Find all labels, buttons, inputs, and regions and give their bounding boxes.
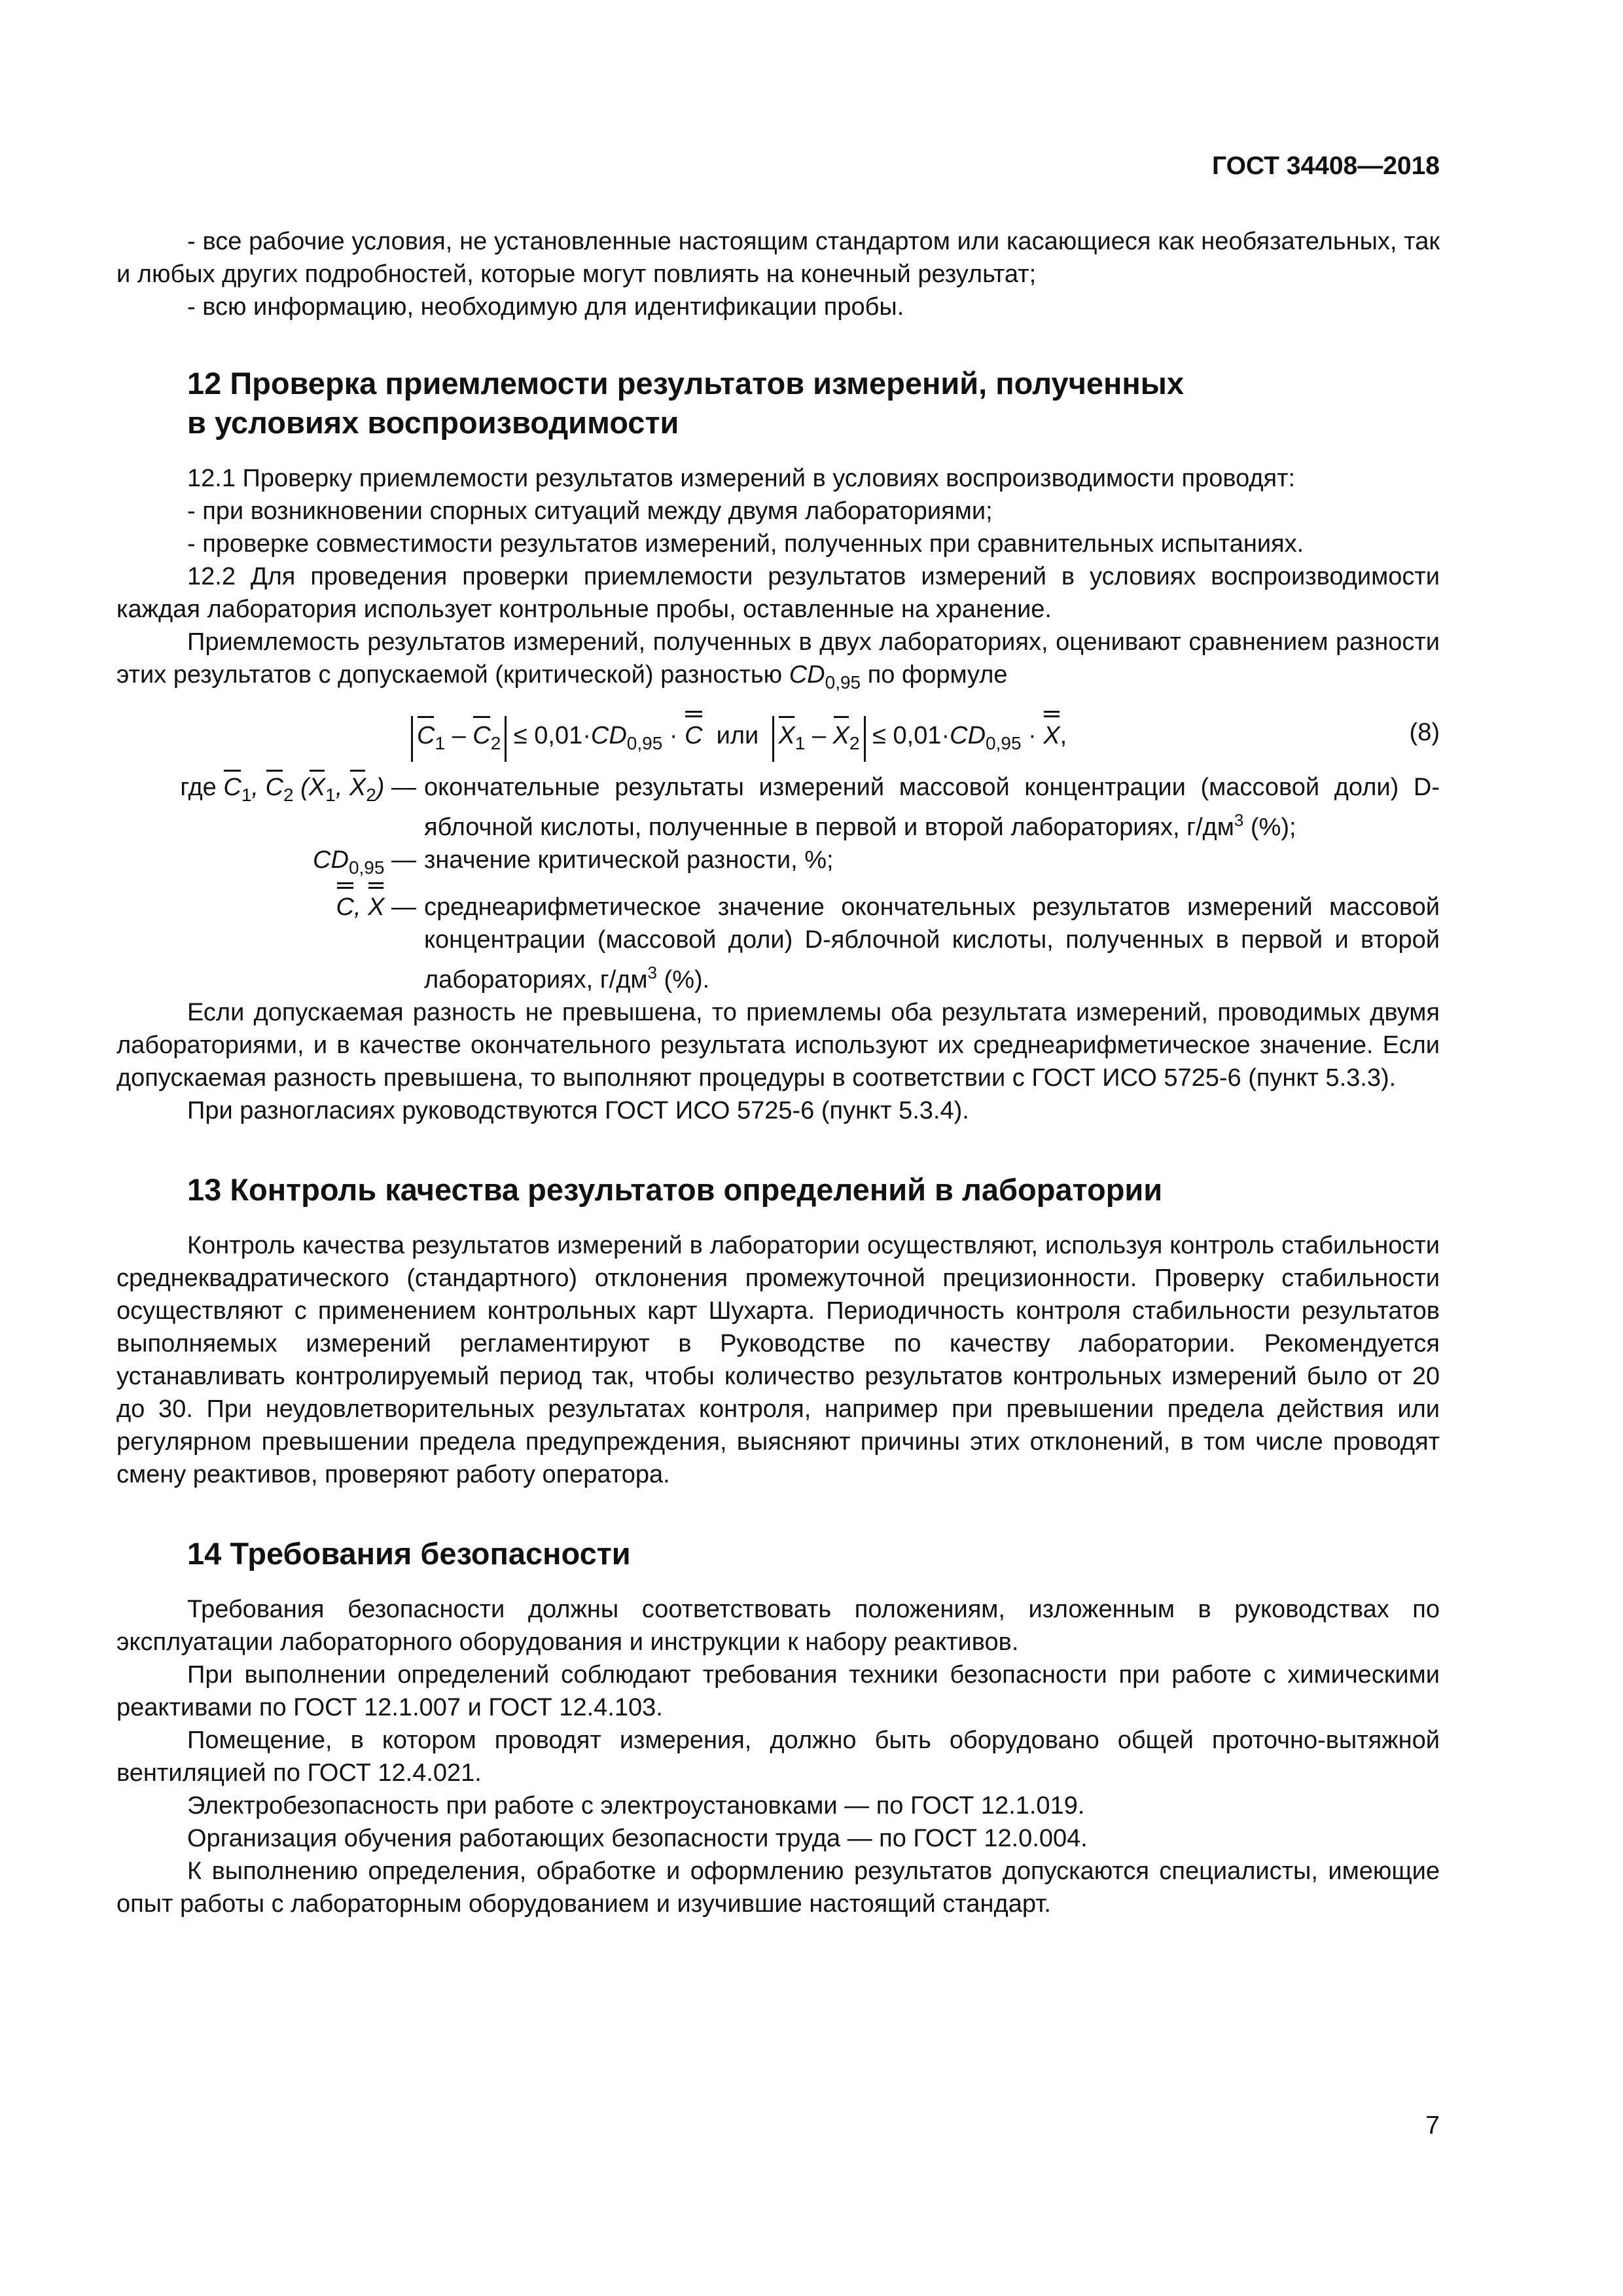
section-14-p1: Требования безопасности должны соответствовать положениям, изложенным в руководствах по эксплуатации лабораторного оборудования и инструкции к набору реактивов. (116, 1596, 1440, 1656)
section-12-title (116, 364, 1440, 442)
section-13-title: 13 Контроль качества результатов определений в лаборатории (187, 1172, 1163, 1207)
section-12-p6: Если допускаемая разность не превышена, то приемлемы оба результата измерений, проводимых двумя лабораториями, и в качестве окончательного результата используют их среднеарифметическое значение. Если допускаемая разность превышена, то выполняют процедуры в соответствии с ГОСТ ИСО 5725-6 (пункт 5.3.3). (116, 999, 1440, 1092)
section-12-p5-tail: по формуле (867, 661, 1008, 689)
legend-desc-3: среднеарифметическое значение окончательных результатов измерений массовой концентрации (массовой доли) D-яблочной кислоты, полученных в первой и второй лабораториях, $г/дм^3$ (%). (424, 893, 1440, 994)
formula-8 (116, 707, 1440, 763)
section-12-p7: При разногласиях руководствуются ГОСТ ИСО 5725-6 (пункт 5.3.4). (187, 1097, 969, 1124)
formula-legend (116, 771, 1440, 996)
page-content (116, 225, 1440, 1920)
intro-item-2: - всю информацию, необходимую для идентификации пробы. (187, 293, 904, 321)
legend-term-3: C, X — (116, 884, 424, 996)
intro-item-1: - все рабочие условия, не установленные настоящим стандартом или касающиеся как необязательных, так и любых других подробностей, которые могут повлиять на конечный результат; (116, 228, 1440, 288)
legend-term-2: $CD_{0,95}$ — (313, 846, 416, 878)
section-13-p1: Контроль качества результатов измерений в лаборатории осуществляют, используя контроль стабильности среднеквадратического (стандартного) отклонения промежуточной прецизионности. Проверку стабильности осуществляют с применением контрольных карт Шухарта. Периодичность контроля стабильности результатов выполняемых измерений регламентируют в Руководстве по качеству лаборатории. Рекомендуется устанавливать контролируемый период так, чтобы количество результатов контрольных измерений было от 20 до 30. При неудовлетворительных результатах контроля, например при превышении предела действия или регулярном превышении предела предупреждения, выясняют причины этих отклонений, в том числе проводят смену реактивов, проверяют работу оператора. (116, 1232, 1440, 1488)
section-12-p5-text: Приемлемость результатов измерений, полученных в двух лабораториях, оценивают сравнением разности этих результатов с допускаемой (критической) разностью (116, 628, 1440, 689)
section-14-title: 14 Требования безопасности (187, 1536, 631, 1571)
section-14-p2: При выполнении определений соблюдают требования техники безопасности при работе с химическими реактивами по ГОСТ 12.1.007 и ГОСТ 12.4.103. (116, 1661, 1440, 1721)
section-12-p4: 12.2 Для проведения проверки приемлемости результатов измерений в условиях воспроизводимости каждая лаборатория использует контрольные пробы, оставленные на хранение. (116, 563, 1440, 623)
legend-desc-1: окончательные результаты измерений массовой концентрации (массовой доли) D-яблочной кислоты, полученные в первой и второй лабораториях, $г/дм^3$ (%); (424, 774, 1440, 841)
section-14-p3: Помещение, в котором проводят измерения, должно быть оборудовано общей проточно-вытяжной вентиляцией по ГОСТ 12.4.021. (116, 1727, 1440, 1787)
document-page (116, 0, 1440, 2296)
page-number: 7 (1425, 2111, 1440, 2140)
section-14-p4: Электробезопасность при работе с электроустановками — по ГОСТ 12.1.019. (187, 1792, 1085, 1820)
section-14-p6: К выполнению определения, обработке и оформлению результатов допускаются специалисты, имеющие опыт работы с лабораторным оборудованием и изучившие настоящий стандарт. (116, 1857, 1440, 1918)
formula-expression: $C_1 - C_2 \le 0,01\cdot CD_{0,95} \cdot C$ или $X_1 - X_2 \le 0,01\cdot CD_{0,95} \cdot X$, (411, 716, 1067, 762)
section-12-p1: 12.1 Проверку приемлемости результатов измерений в условиях воспроизводимости проводят: (187, 465, 1296, 492)
cd-symbol: $CD_{0,95}$ (789, 661, 861, 692)
section-12-title-line1: 12 Проверка приемлемости результатов измерений, полученных (187, 366, 1185, 401)
legend-desc-2: значение критической разности, %; (424, 846, 834, 874)
formula-number: (8) (1409, 719, 1440, 746)
doc-code-header: ГОСТ 34408—2018 (1212, 152, 1440, 180)
section-12-p2: - при возникновении спорных ситуаций между двумя лабораториями; (187, 497, 993, 525)
section-12-title-line2: в условиях воспроизводимости (187, 405, 679, 440)
section-14-p5: Организация обучения работающих безопасности труда — по ГОСТ 12.0.004. (187, 1825, 1088, 1852)
section-12-p5 (116, 626, 1440, 699)
legend-term-1: где $C_1$, $C_2$ ($X_1$, $X_2$) — (116, 771, 424, 844)
section-12-p3: - проверке совместимости результатов измерений, полученных при сравнительных испытаниях. (187, 530, 1304, 558)
formula-or: или (716, 722, 759, 749)
